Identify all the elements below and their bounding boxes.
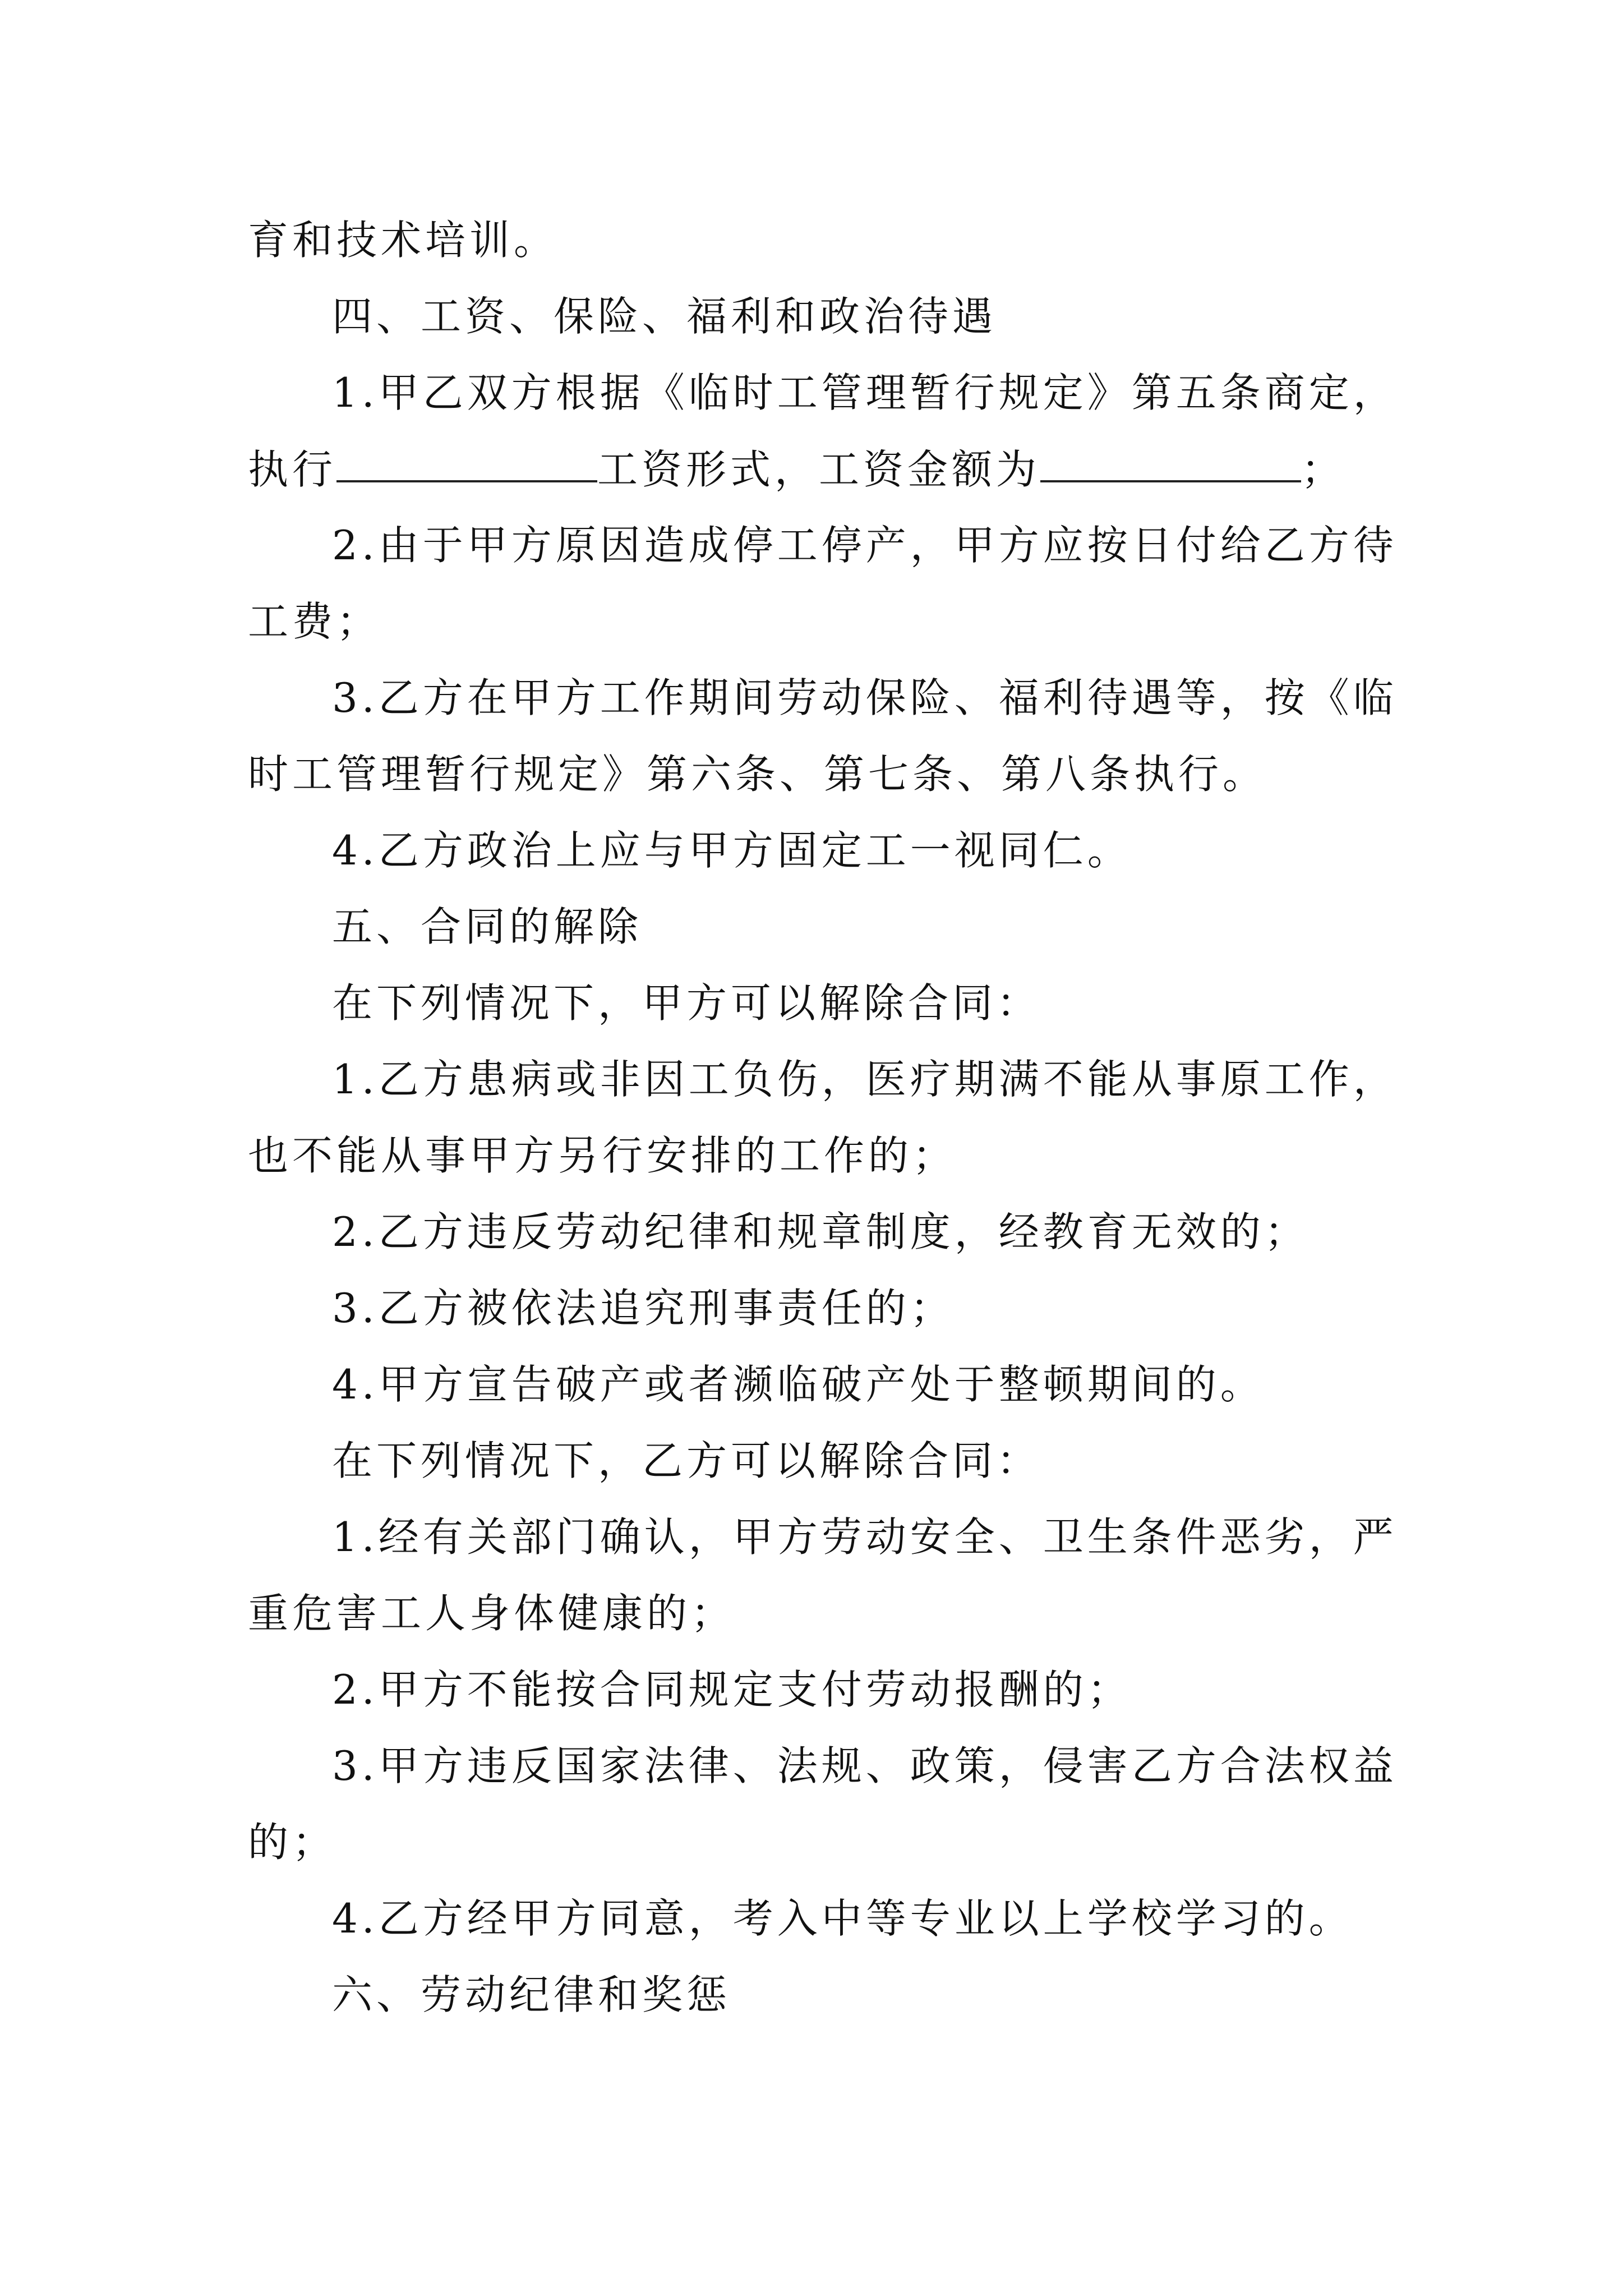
paragraph-line: 3.甲方违反国家法律、法规、政策，侵害乙方合法权益 (332, 1742, 1398, 1789)
paragraph-line: 在下列情况下，甲方可以解除合同： (332, 979, 1041, 1027)
paragraph-line: 3.乙方被依法追究刑事责任的； (332, 1285, 955, 1332)
section-heading: 六、劳动纪律和奖惩 (332, 1971, 731, 2018)
line-segment: 工资形式，工资金额为 (597, 446, 1041, 493)
paragraph-line: 2.乙方违反劳动纪律和规章制度，经教育无效的； (332, 1208, 1309, 1255)
paragraph-line-with-blanks (248, 441, 1345, 497)
line-segment: ； (1301, 446, 1346, 493)
paragraph-line: 1.乙方患病或非因工负伤，医疗期满不能从事原工作， (332, 1056, 1398, 1103)
paragraph-line: 2.由于甲方原因造成停工停产，甲方应按日付给乙方待 (332, 522, 1398, 569)
paragraph-line: 育和技术培训。 (248, 217, 559, 264)
paragraph-line: 4.乙方经甲方同意，考入中等专业以上学校学习的。 (332, 1895, 1353, 1942)
wage-amount-blank[interactable] (1040, 441, 1301, 482)
paragraph-line: 1.经有关部门确认，甲方劳动安全、卫生条件恶劣，严 (332, 1513, 1398, 1561)
paragraph-line: 重危害工人身体健康的； (248, 1590, 736, 1637)
line-segment: 执行 (248, 446, 337, 493)
paragraph-line: 1.甲乙双方根据《临时工管理暂行规定》第五条商定， (332, 369, 1398, 416)
paragraph-line: 工费； (248, 598, 381, 645)
paragraph-line: 也不能从事甲方另行安排的工作的； (248, 1132, 957, 1179)
paragraph-line: 3.乙方在甲方工作期间劳动保险、福利待遇等，按《临 (332, 674, 1398, 721)
paragraph-line: 4.甲方宣告破产或者濒临破产处于整顿期间的。 (332, 1361, 1265, 1408)
paragraph-line: 2.甲方不能按合同规定支付劳动报酬的； (332, 1666, 1132, 1713)
paragraph-line: 的； (248, 1819, 337, 1866)
section-heading: 四、工资、保险、福利和政治待遇 (332, 293, 997, 340)
wage-form-blank[interactable] (336, 441, 597, 482)
paragraph-line: 4.乙方政治上应与甲方固定工一视同仁。 (332, 827, 1132, 874)
paragraph-line: 在下列情况下，乙方可以解除合同： (332, 1437, 1041, 1484)
paragraph-line: 时工管理暂行规定》第六条、第七条、第八条执行。 (248, 751, 1267, 798)
section-heading: 五、合同的解除 (332, 903, 643, 950)
